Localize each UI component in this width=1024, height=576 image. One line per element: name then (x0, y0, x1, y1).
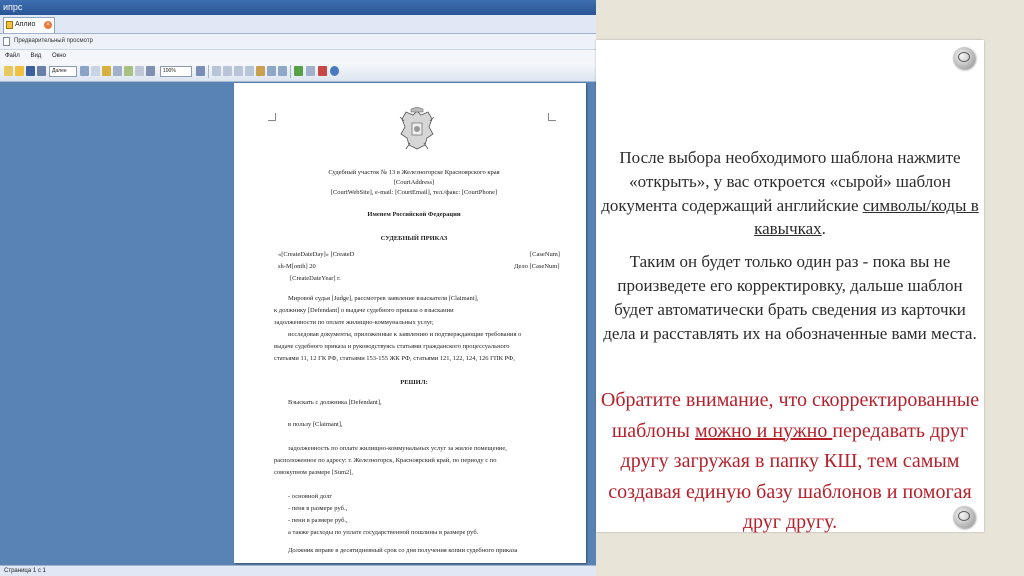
open-icon[interactable] (15, 66, 24, 76)
attention-paragraph (596, 385, 984, 538)
body-line: а также расходы по уплате государственной пошлины в размере руб. (288, 529, 479, 536)
dropdown-icon[interactable] (306, 66, 315, 76)
close-icon[interactable]: × (44, 21, 52, 29)
document-heading: Именем Российской Федерации (367, 211, 461, 218)
body-line: выдаче судебного приказа и руководствуясь статьями гражданского процессуального (274, 343, 510, 350)
body-line: статьями 11, 12 ГК РФ, статьями 153-155 ЖК РФ, статьями 121, 122, 124, 126 ГПК РФ, (274, 355, 515, 362)
document-workspace[interactable] (0, 83, 596, 565)
attention-text: Обратите внимание, что скорректированные шаблоны (600, 389, 980, 442)
copy-icon[interactable] (91, 66, 100, 76)
undo-icon[interactable] (113, 66, 122, 76)
toolbar-separator (290, 65, 291, 78)
document-icon (3, 37, 10, 46)
margin-mark (548, 113, 556, 121)
case-number: Дело [CaseNum] (514, 263, 560, 270)
new-icon[interactable] (4, 66, 13, 76)
pin-icon (953, 506, 975, 528)
document-icon (6, 21, 13, 29)
find-icon[interactable] (135, 66, 144, 76)
body-line: в пользу [Claimant], (288, 421, 343, 428)
page-setup-icon[interactable] (256, 66, 265, 76)
export-icon[interactable] (294, 66, 303, 76)
case-number-top: [CaseNum] (530, 251, 560, 258)
last-page-icon[interactable] (245, 66, 254, 76)
previous-page-icon[interactable] (223, 66, 232, 76)
font-select[interactable]: Далее (49, 66, 77, 77)
window-title: ипрс (0, 0, 596, 15)
explanation-paragraph: Таким он будет только один раз - пока вы не произведете его корректировку, дальше шаблон будет автоматически брать сведения из карточки дела и расставлять их на обозначенные вами места. (603, 252, 977, 343)
print-icon[interactable] (37, 66, 46, 76)
body-line: Мировой судья [Judge], рассмотрев заявление взыскателя [Claimant], (288, 295, 479, 302)
decision-heading: РЕШИЛ: (400, 379, 428, 386)
cut-icon[interactable] (80, 66, 89, 76)
document-title: СУДЕБНЫЙ ПРИКАЗ (380, 235, 448, 242)
toolbar-separator (208, 65, 209, 78)
instruction-text-end: . (821, 219, 826, 239)
body-line: Должник вправе в десятидневный срок со дня получения копии судебного приказа (288, 547, 518, 554)
document-tab-label: Аплио (15, 21, 36, 28)
document-tab[interactable] (3, 17, 55, 33)
menu-view[interactable]: Вид (30, 53, 42, 59)
coat-of-arms-icon (398, 107, 436, 151)
document-name-bar (0, 34, 596, 49)
paste-icon[interactable] (102, 66, 111, 76)
help-icon[interactable] (330, 66, 339, 76)
body-line: - пеня в размере руб., (288, 505, 348, 512)
body-line: к должнику [Defendant] о выдаче судебного приказа о взыскании (274, 307, 454, 314)
note-card (596, 40, 984, 532)
status-bar: Страница 1 с 1 (0, 565, 596, 576)
instruction-paragraph (596, 146, 984, 241)
body-line: совокупном размере [Sum2], (274, 469, 354, 476)
attention-text-end: передавать друг другу загружая в папку КШ, тем самым создавая единую базу шаблонов и помогая друг другу. (608, 419, 972, 533)
margin-mark (268, 113, 276, 121)
body-line: задолженность по оплате жилищно-коммунальных услуг за жилое помещение, (288, 445, 507, 452)
body-line: - пени в размере руб., (288, 517, 348, 524)
save-icon[interactable] (26, 66, 35, 76)
create-month: sh-M[onth] 20 (278, 263, 316, 270)
tab-bar (0, 15, 596, 34)
document-name: Предварительный просмотр (14, 38, 93, 44)
body-line: - основной долг (288, 493, 333, 500)
body-line: Взыскать с должника [Defendant], (288, 399, 382, 406)
court-name: Судебный участок № 13 в Железногорске Красноярского края (328, 169, 500, 176)
first-page-icon[interactable] (212, 66, 221, 76)
menu-window[interactable]: Окно (51, 53, 66, 59)
document-page[interactable] (234, 83, 586, 563)
create-year: [CreateDateYear] г. (290, 275, 341, 282)
zoom-icon[interactable] (146, 66, 155, 76)
menu-bar (0, 49, 596, 62)
redo-icon[interactable] (124, 66, 133, 76)
instruction-text: После выбора необходимого шаблона нажмите «открыть», у вас откроется «сырой» шаблон документа содержащий английские (601, 148, 961, 215)
fit-page-icon[interactable] (278, 66, 287, 76)
fit-width-icon[interactable] (267, 66, 276, 76)
zoom-select[interactable]: 100% (160, 66, 192, 77)
body-line: задолженности по оплате жилищно-коммунальных услуг, (274, 319, 434, 326)
attention-underlined-text: можно и нужно (694, 419, 833, 442)
close-preview-icon[interactable] (318, 66, 327, 76)
body-line: исследовав документы, приложенные к заявлению и подтверждающие требования о (288, 331, 522, 338)
zoom-in-icon[interactable] (196, 66, 205, 76)
court-contacts: [CourtWebSite], e-mail: [CourtEmail], тел./факс: [CourtPhone] (330, 189, 498, 196)
instruction-underlined-text: символы/коды в кавычках (754, 195, 979, 239)
court-address: [CourtAddress] (393, 179, 435, 186)
body-line: расположенное по адресу: г. Железногорск, Красноярский край, по периоду с по (274, 457, 497, 464)
create-date: «[CreateDateDay]» [CreateD (278, 251, 355, 258)
pin-icon (953, 47, 975, 69)
toolbar (0, 62, 596, 82)
menu-file[interactable]: Файл (5, 53, 20, 59)
next-page-icon[interactable] (234, 66, 243, 76)
